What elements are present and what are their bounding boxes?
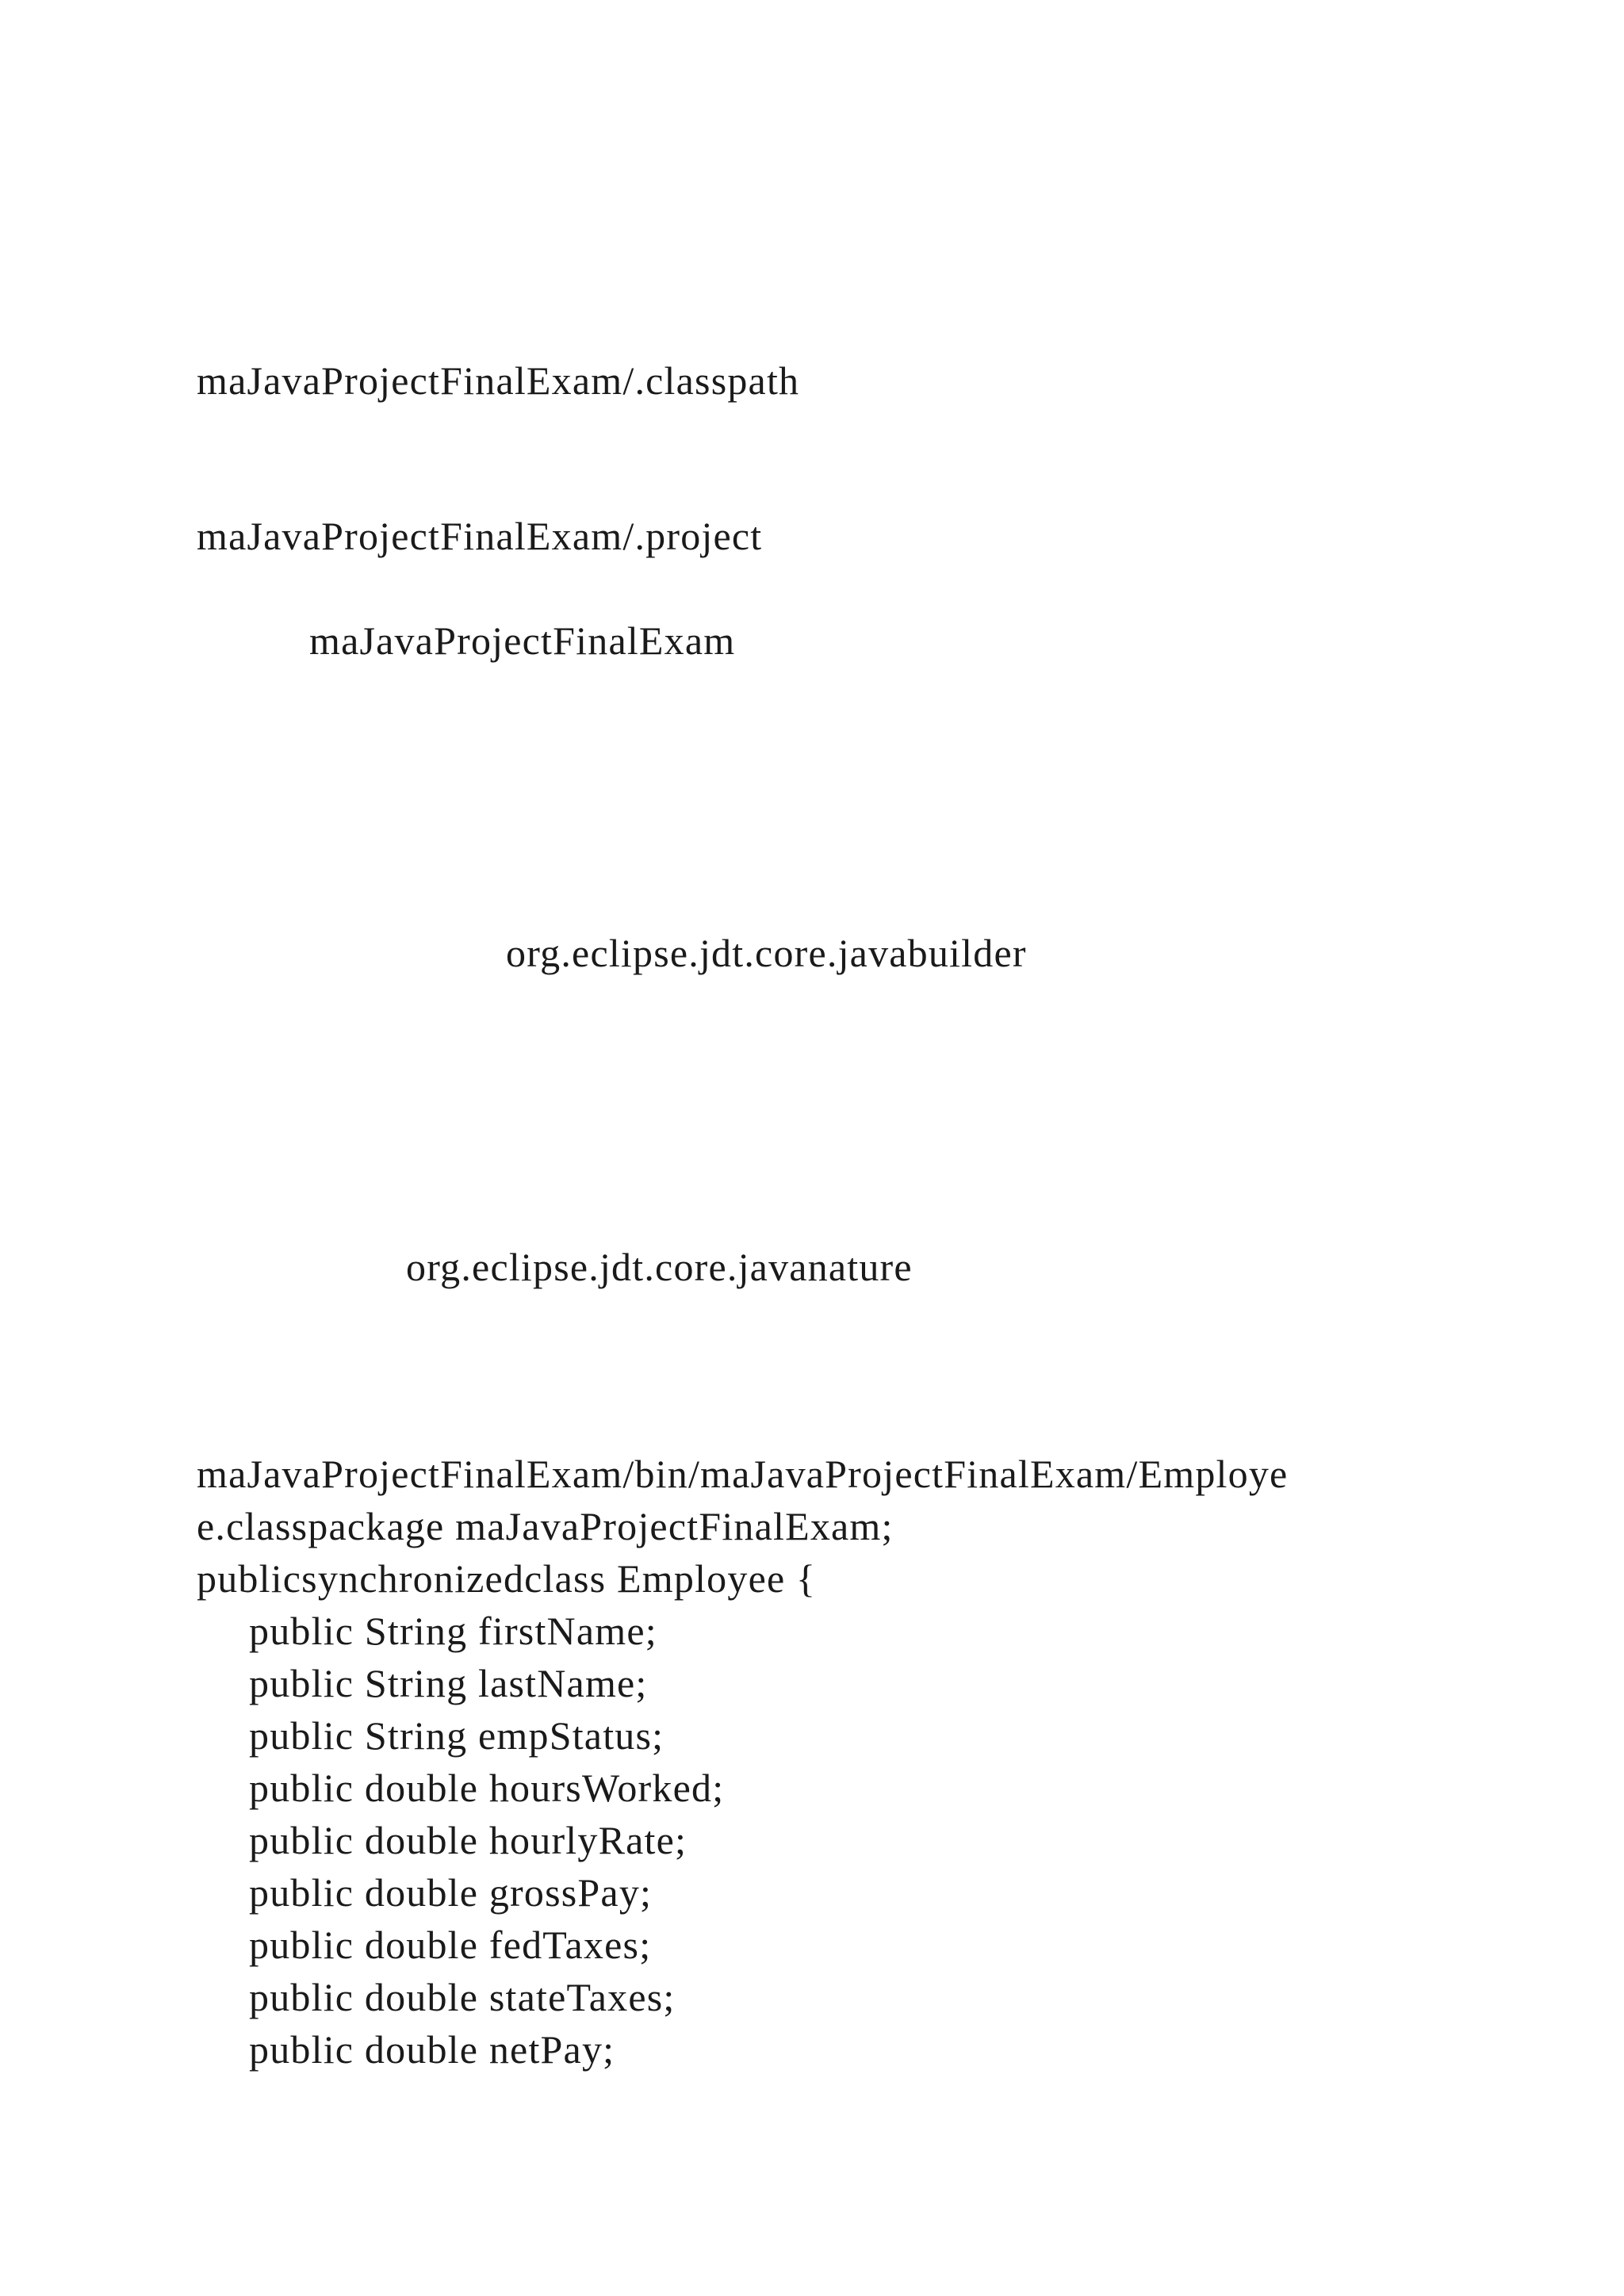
class-file-path-line-1: maJavaProjectFinalExam/bin/maJavaProjectFinalExam/Employe	[197, 1452, 1289, 1496]
field-first-name: public String firstName;	[249, 1609, 657, 1653]
nature-name: org.eclipse.jdt.core.javanature	[406, 1245, 913, 1289]
field-hourly-rate: public double hourlyRate;	[249, 1818, 688, 1862]
field-last-name: public String lastName;	[249, 1661, 648, 1705]
field-fed-taxes: public double fedTaxes;	[249, 1923, 652, 1967]
field-state-taxes: public double stateTaxes;	[249, 1975, 676, 2019]
class-declaration: publicsynchronizedclass Employee {	[197, 1556, 817, 1601]
field-emp-status: public String empStatus;	[249, 1713, 665, 1758]
field-hours-worked: public double hoursWorked;	[249, 1766, 725, 1810]
field-gross-pay: public double grossPay;	[249, 1870, 653, 1915]
field-net-pay: public double netPay;	[249, 2027, 615, 2072]
classpath-header: maJavaProjectFinalExam/.classpath	[197, 358, 800, 403]
project-header: maJavaProjectFinalExam/.project	[197, 514, 763, 558]
project-name: maJavaProjectFinalExam	[309, 618, 736, 663]
class-file-path-line-2: e.classpackage maJavaProjectFinalExam;	[197, 1504, 894, 1548]
builder-name: org.eclipse.jdt.core.javabuilder	[506, 931, 1027, 975]
